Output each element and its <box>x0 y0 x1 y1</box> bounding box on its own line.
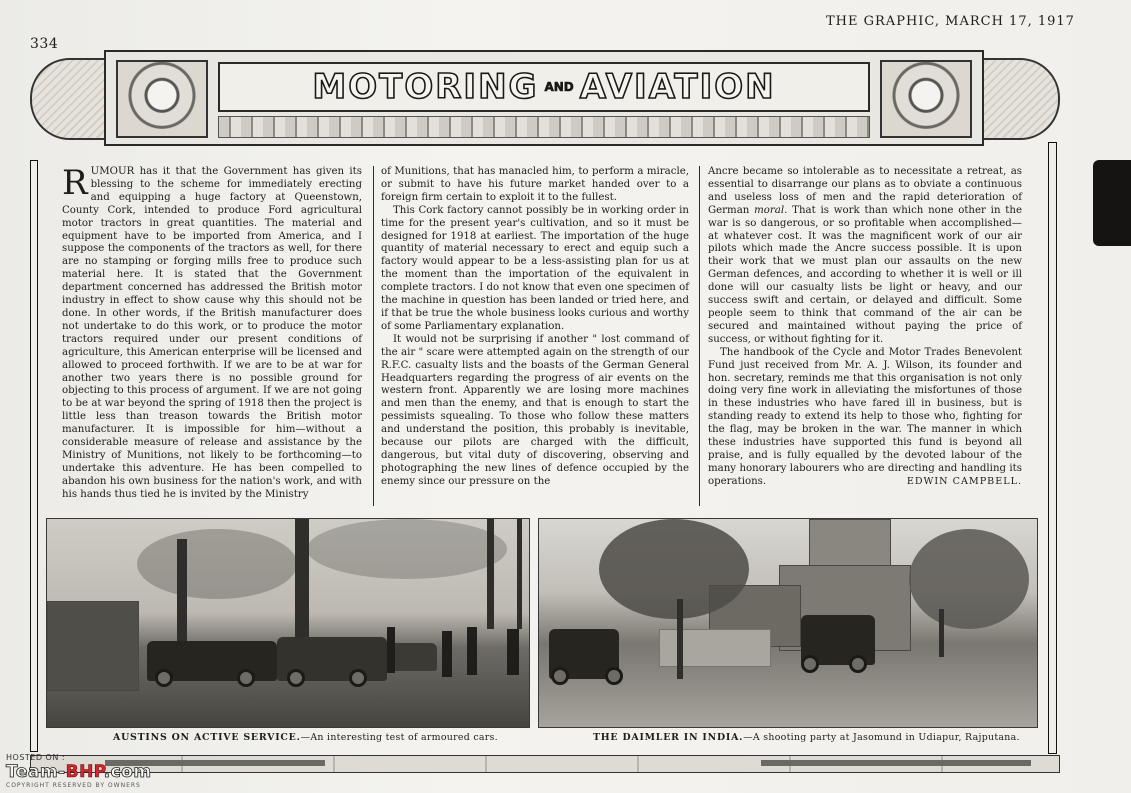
running-head: THE GRAPHIC, MARCH 17, 1917 <box>826 14 1075 29</box>
title-and: AND <box>544 80 574 94</box>
left-border-rule <box>30 160 38 752</box>
winged-wheel-emblem-right <box>880 60 972 138</box>
page-number: 334 <box>30 36 59 52</box>
right-border-rule <box>1048 142 1057 754</box>
article-paragraph: Ancre became so intolerable as to necessitate a retreat, as essential to disarrange our plans as to obviate a continuous and useless loss of men and the rapid deterioration of German moral. That is work than which none other in the war is so dangerous, or so profitable when accomplished—at whatever cost. It was the magnificent work of our air pilots which made the Ancre success possible. It is upon their work that we must plan our assaults on the new German defences, and according to whether it is well or ill done will our casualty lists be light or heavy, and our success swift and certain, or delayed and difficult. Some people seem to think that command of the air can be secured and maintained without paying the price of success, or without fighting for it. <box>708 166 1022 345</box>
article-paragraph: of Munitions, that has manacled him, to perform a miracle, or submit to have his future market handed over to a foreign firm certain to exploit it to the fullest. <box>381 166 689 203</box>
column-divider-1 <box>373 166 374 506</box>
watermark-hosted-label: HOSTED ON : <box>6 753 66 762</box>
section-banner <box>30 50 1060 154</box>
watermark-logo: Team-BHP.com <box>6 762 152 782</box>
column-divider-2 <box>699 166 700 506</box>
article-column-2 <box>381 166 689 489</box>
footer-ornament-bar <box>30 755 1060 773</box>
photo-caption-left: AUSTINS ON ACTIVE SERVICE.—An interesting test of armoured cars. <box>113 732 498 743</box>
article-column-1 <box>62 163 362 502</box>
page-edge-shadow <box>1093 160 1131 246</box>
section-title <box>218 62 870 112</box>
article-paragraph: It would not be surprising if another " lost command of the air " scare were attempted again on the strength of our R.F.C. casualty lists and the boasts of the German General Headquarters regarding the progress of air events on the western front. Apparently we are losing more machines and men than the enemy, and that is enough to start the pessimists squealing. To those who follow these matters and understand the position, this probably is inevitable, because our pilots are charged with the difficult, dangerous, but vital duty of discovering, observing and photographing the new lines of defence occupied by the enemy since our pressure on the <box>381 333 689 487</box>
photo-caption-right: THE DAIMLER IN INDIA.—A shooting party at Jasomund in Udiapur, Rajputana. <box>593 732 1020 743</box>
article-column-3 <box>708 166 1022 489</box>
title-motoring: MOTORING <box>312 67 539 107</box>
drop-cap: R <box>62 163 88 203</box>
article-paragraph: The handbook of the Cycle and Motor Trades Benevolent Fund just received from Mr. A. J. Wilson, its founder and hon. secretary, reminds me that this organisation is not only doing very fine work in alleviating the misfortunes of those in these industries who have fared ill in business, but is standing ready to extend its help to those who, fighting for the flag, may be broken in the war. The manner in which these industries have supported this fund is beyond all praise, and is fully equalled by the devoted labour of the many honorary labourers who are directing and handling its operations. <box>708 346 1022 487</box>
article-paragraph: This Cork factory cannot possibly be in working order in time for the present year's cultivation, and so it must be designed for 1918 at earliest. The importation of the huge quantity of material necessary to erect and equip such a factory would appear to be a less-assisting plan for us at the moment than the importation of the equivalent in complete tractors. I do not know that even one specimen of the machine in question has been landed or tried here, and if that be true the whole business looks curious and worthy of some Parliamentary explanation. <box>381 204 689 332</box>
photo-austins-armoured-cars <box>46 518 530 728</box>
banner-frame <box>104 50 984 146</box>
article-paragraph: RUMOUR has it that the Government has given its blessing to the scheme for immediately erecting and equipping a huge factory at Queenstown, County Cork, intended to produce Ford agricultural motor tractors in great quantities. The material and equipment have to be imported from America, and I suppose the components of the tractors as well, for there are no stamping or forging mills free to produce such material here. It is stated that the Government department concerned has addressed the British motor industry in effect to show cause why this should not be done. In other words, if the British manufacturer does not undertake to do this work, or to produce the motor tractors required under our present conditions of agriculture, this American enterprise will be licensed and allowed to proceed forthwith. If we are to be at war for another two years there is no possible ground for objecting to this process of argument. If we are not going to be at war beyond the spring of 1918 then the project is little less than treason towards the British motor manufacturer. It is impossible for him—without a considerable measure of release and assistance by the Ministry of Munitions, not likely to be forthcoming—to undertake this adventure. He has been compelled to abandon his own business for the nation's work, and with his hands thus tied he is invited by the Ministry <box>62 163 362 500</box>
banner-ornament-strip <box>218 116 870 138</box>
photo-daimler-in-india <box>538 518 1038 728</box>
winged-wheel-emblem-left <box>116 60 208 138</box>
watermark-tagline: COPYRIGHT RESERVED BY OWNERS <box>6 782 141 789</box>
author-signature: EDWIN CAMPBELL. <box>906 475 1022 487</box>
title-aviation: AVIATION <box>579 67 776 107</box>
